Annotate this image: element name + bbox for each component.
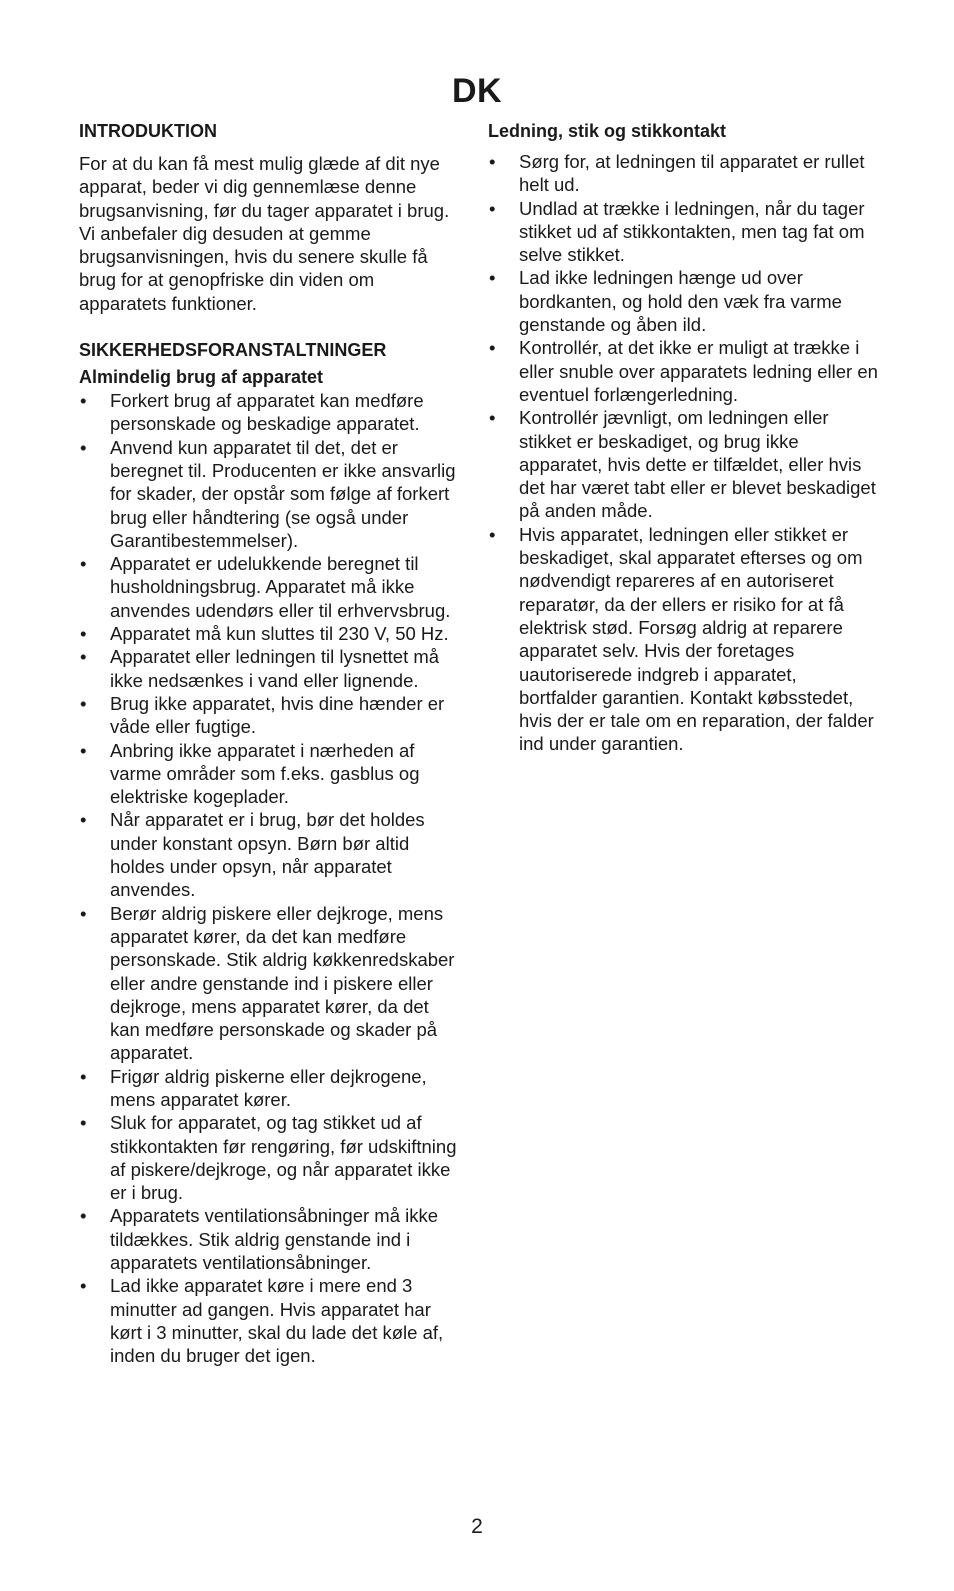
list-item (79, 1065, 459, 1112)
bullet-icon: • (80, 436, 87, 458)
list-item (488, 197, 878, 267)
list-item-text: Når apparatet er i brug, bør det holdes under konstant opsyn. Børn bør altid holdes under opsyn, når apparatet anvendes. (110, 809, 425, 901)
list-item-text: Anbring ikke apparatet i nærheden af varme områder som f.eks. gasblus og elektriske kogeplader. (110, 739, 420, 808)
bullet-icon: • (80, 646, 87, 668)
list-item (79, 739, 459, 809)
bullet-icon: • (80, 809, 87, 831)
bullet-icon: • (489, 197, 496, 219)
bullet-icon: • (80, 692, 87, 714)
list-item (79, 645, 459, 692)
list-item-text: Frigør aldrig piskerne eller dejkrogene, mens apparatet kører. (110, 1065, 427, 1110)
bullet-icon: • (489, 407, 496, 429)
list-item-text: Apparatets ventilationsåbninger må ikke tildækkes. Stik aldrig genstande ind i apparatets ventilationsåbninger. (110, 1205, 439, 1274)
list-item (488, 406, 878, 522)
list-item-text: Apparatet må kun sluttes til 230 V, 50 Hz. (110, 623, 449, 645)
cord-list (488, 150, 878, 756)
list-item-text: Hvis apparatet, ledningen eller stikket er beskadiget, skal apparatet efterses og om nødvendigt repareres af en autoriseret reparatør, da der ellers er risiko for at få elektrisk stød. Forsøg aldrig at reparere apparatet selv. Hvis der foretages uautoriserede indgreb i apparatet, bortfalder garantien. Kontakt købsstedet, hvis der er tale om en reparation, der falder ind under garantien. (519, 523, 874, 755)
bullet-icon: • (80, 390, 87, 412)
page-language-heading: DK (451, 72, 503, 110)
bullet-icon: • (489, 267, 496, 289)
list-item (79, 1111, 459, 1204)
list-item-text: Sørg for, at ledningen til apparatet er rullet helt ud. (519, 151, 865, 196)
list-item (79, 692, 459, 739)
intro-title: INTRODUKTION (79, 121, 217, 141)
list-item (79, 1204, 459, 1274)
list-item (488, 150, 878, 197)
list-item (79, 808, 459, 901)
general-use-list (79, 389, 459, 1367)
list-item (488, 523, 878, 756)
list-item-text: Apparatet eller ledningen til lysnettet må ikke nedsænkes i vand eller lignende. (110, 646, 440, 691)
list-item (79, 552, 459, 622)
list-item-text: Lad ikke ledningen hænge ud over bordkanten, og hold den væk fra varme genstande og åben ild. (519, 267, 842, 336)
bullet-icon: • (80, 739, 87, 761)
list-item (488, 336, 878, 406)
cord-subtitle: Ledning, stik og stikkontakt (488, 121, 727, 141)
bullet-icon: • (80, 1275, 87, 1297)
bullet-icon: • (80, 623, 87, 645)
general-use-subtitle: Almindelig brug af apparatet (79, 367, 324, 388)
list-item-text: Kontrollér, at det ikke er muligt at trække i eller snuble over apparatets ledning eller en eventuel forlængerledning. (519, 337, 878, 405)
page-number: 2 (471, 1515, 483, 1538)
list-item (79, 1274, 459, 1367)
list-item (488, 266, 878, 336)
list-item-text: Undlad at trække i ledningen, når du tager stikket ud af stikkontakten, men tag fat om selve stikket. (519, 197, 865, 266)
bullet-icon: • (80, 902, 87, 924)
list-item (79, 436, 459, 552)
list-item (79, 389, 459, 436)
left-column (79, 120, 459, 1368)
list-item-text: Kontrollér jævnligt, om ledningen eller stikket er beskadiget, og brug ikke apparatet, hvis dette er tilfældet, eller hvis det har været tabt eller er blevet beskadiget på anden måde. (519, 407, 876, 522)
intro-paragraph: For at du kan få mest mulig glæde af dit nye apparat, beder vi dig gennemlæse denne brugsanvisning, før du tager apparatet i brug. Vi anbefaler dig desuden at gemme brugsanvisningen, hvis du senere skulle få brug for at genopfriske din viden om apparatets funktioner. (79, 153, 450, 314)
list-item-text: Lad ikke apparatet køre i mere end 3 minutter ad gangen. Hvis apparatet har kørt i 3 minutter, skal du lade det køle af, inden du bruger det igen. (110, 1275, 444, 1367)
list-item (79, 622, 459, 645)
right-column (488, 120, 878, 756)
list-item (79, 902, 459, 1065)
bullet-icon: • (80, 1065, 87, 1087)
list-item-text: Anvend kun apparatet til det, det er beregnet til. Producenten er ikke ansvarlig for skader, der opstår som følge af forkert brug eller håndtering (se også under Garantibestemmelser). (110, 436, 456, 551)
bullet-icon: • (80, 553, 87, 575)
list-item-text: Forkert brug af apparatet kan medføre personskade og beskadige apparatet. (110, 390, 424, 435)
safety-title: SIKKERHEDSFORANSTALTNINGER (79, 340, 387, 361)
bullet-icon: • (489, 337, 496, 359)
bullet-icon: • (80, 1205, 87, 1227)
list-item-text: Apparatet er udelukkende beregnet til husholdningsbrug. Apparatet må ikke anvendes udendørs eller til erhvervsbrug. (110, 553, 451, 621)
list-item-text: Sluk for apparatet, og tag stikket ud af stikkontakten før rengøring, før udskiftning af piskere/dejkroge, og når apparatet ikke er i brug. (110, 1112, 457, 1204)
list-item-text: Berør aldrig piskere eller dejkroge, mens apparatet kører, da det kan medføre personskade. Stik aldrig køkkenredskaber eller andre genstande ind i piskere eller dejkroge, mens apparatet kører, da det kan medføre personskade og skader på apparatet. (110, 902, 455, 1064)
bullet-icon: • (489, 523, 496, 545)
bullet-icon: • (80, 1112, 87, 1134)
list-item-text: Brug ikke apparatet, hvis dine hænder er våde eller fugtige. (110, 692, 445, 738)
bullet-icon: • (489, 151, 496, 172)
